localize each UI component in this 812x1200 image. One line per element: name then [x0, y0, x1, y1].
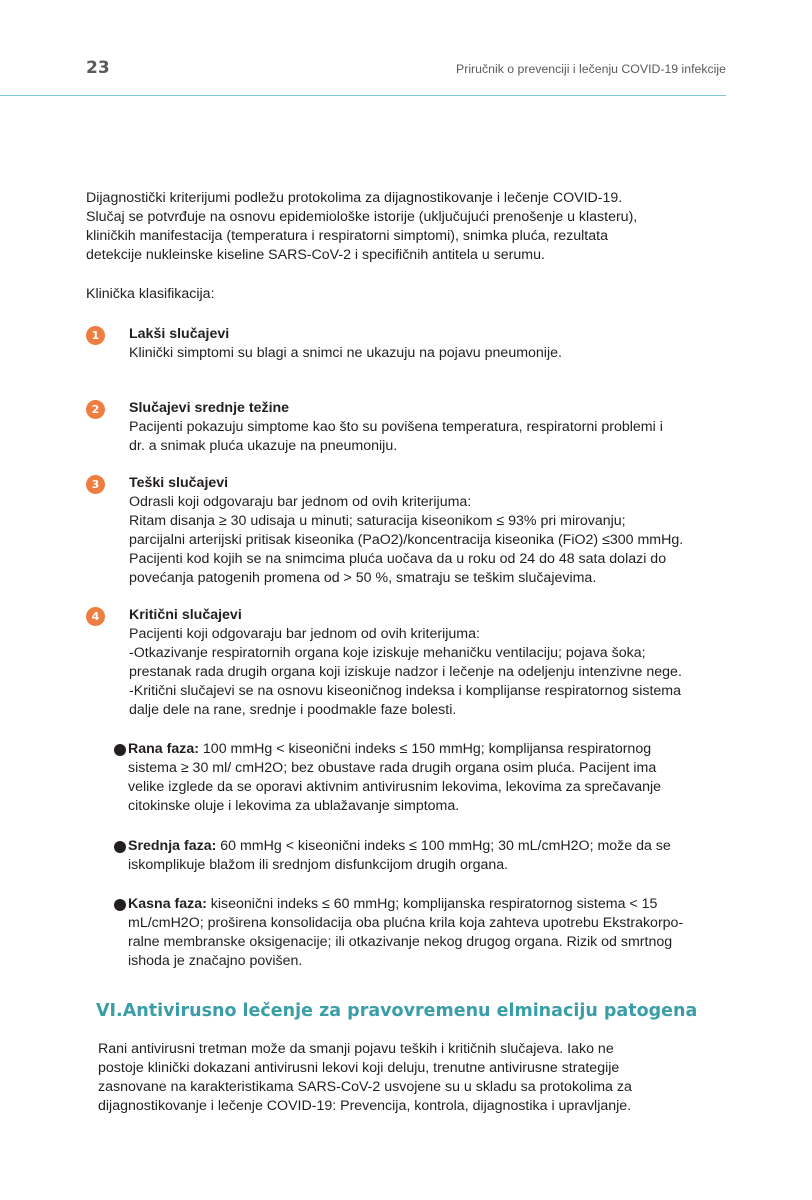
- phase-line: sistema ≥ 30 ml/ cmH2O; bez obustave rada drugih organa osim pluća. Pacijent ima: [128, 760, 657, 776]
- case-severe: [86, 474, 776, 588]
- case-title: Lakši slučajevi: [129, 326, 230, 342]
- page-number: 23: [86, 58, 110, 78]
- section-line: postoje klinički dokazani antivirusni lekovi koji deluju, trenutne antivirusne strategije: [98, 1060, 620, 1076]
- case-line: Odrasli koji odgovaraju bar jednom od ovih kriterijuma:: [129, 494, 472, 510]
- intro-line: detekcije nukleinske kiseline SARS-CoV-2 i specifičnih antitela u serumu.: [86, 247, 545, 263]
- section-line: zasnovane na karakteristikama SARS-CoV-2 usvojene su u skladu sa protokolima za: [98, 1079, 632, 1095]
- case-line: dr. a snimak pluća ukazuje na pneumoniju.: [129, 438, 398, 454]
- case-line: Pacijenti pokazuju simptome kao što su povišena temperatura, respiratorni problemi i: [129, 419, 663, 435]
- case-line: prestanak rada drugih organa koji iziskuje nadzor i lečenje na odeljenju intenzivne nege.: [129, 664, 682, 680]
- phase-middle: [86, 837, 776, 875]
- case-line: povećanja patogenih promena od > 50 %, smatraju se teškim slučajevima.: [129, 570, 597, 586]
- phase-label: Srednja faza:: [128, 838, 217, 854]
- case-title: Slučajevi srednje težine: [129, 400, 290, 416]
- bullet-icon: [114, 841, 126, 853]
- section-paragraph: [98, 1040, 776, 1116]
- phase-line: mL/cmH2O; proširena konsolidacija oba plućna krila koja zahteva upotrebu Ekstrakorpo-: [128, 915, 684, 931]
- case-critical: [86, 606, 776, 720]
- number-badge-icon: 2: [86, 400, 105, 419]
- intro-line: Slučaj se potvrđuje na osnovu epidemiološke istorije (uključujući prenošenje u klasteru),: [86, 209, 638, 225]
- phase-early: [86, 740, 776, 816]
- phase-label: Rana faza:: [128, 741, 199, 757]
- phase-late: [86, 895, 776, 971]
- phase-label: Kasna faza:: [128, 896, 207, 912]
- bullet-icon: [114, 744, 126, 756]
- intro-line: kliničkih manifestacija (temperatura i respiratorni simptomi), snimka pluća, rezultata: [86, 228, 608, 244]
- phase-line: kiseonični indeks ≤ 60 mmHg; komplijanska respiratornog sistema < 15: [206, 896, 658, 912]
- intro-line: Dijagnostički kriterijumi podležu protokolima za dijagnostikovanje i lečenje COVID-19.: [86, 190, 623, 206]
- section-line: dijagnostikovanje i lečenje COVID-19: Prevencija, kontrola, dijagnostika i upravljanje.: [98, 1098, 632, 1114]
- case-line: parcijalni arterijski pritisak kiseonika (PaO2)/koncentracija kiseonika (FiO2) ≤300 mmHg.: [129, 532, 684, 548]
- phase-line: velike izglede da se oporavi aktivnim antivirusnim lekovima, lekovima za sprečavanje: [128, 779, 662, 795]
- case-line: -Kritični slučajevi se na osnovu kiseoničnog indeksa i komplijanse respiratornog sistema: [129, 683, 682, 699]
- case-line: -Otkazivanje respiratornih organa koje iziskuje mehaničku ventilaciju; pojava šoka;: [129, 645, 646, 661]
- header-rule: [0, 95, 726, 96]
- bullet-icon: [114, 899, 126, 911]
- phase-line: iskomplikuje blažom ili srednjom disfunkcijom drugih organa.: [128, 857, 509, 873]
- phase-line: 100 mmHg < kiseonični indeks ≤ 150 mmHg; komplijansa respiratornog: [198, 741, 652, 757]
- classification-label: Klinička klasifikacija:: [86, 286, 215, 302]
- phase-line: ishoda je značajno povišen.: [128, 953, 303, 969]
- page-content: [86, 189, 776, 1116]
- intro-paragraph: [86, 189, 776, 265]
- section-heading: VI.Antivirusno lečenje za pravovremenu elminaciju patogena: [96, 1001, 698, 1021]
- number-badge-icon: 4: [86, 607, 105, 626]
- phase-line: ralne membranske oksigenacije; ili otkazivanje nekog drugog organa. Rizik od smrtnog: [128, 934, 673, 950]
- phase-line: citokinske oluje i lekovima za ublažavanje simptoma.: [128, 798, 460, 814]
- running-header: Priručnik o prevenciji i lečenju COVID-19 infekcije: [456, 62, 726, 76]
- case-moderate: [86, 399, 776, 456]
- case-line: Pacijenti kod kojih se na snimcima pluća uočava da u roku od 24 do 48 sata dolazi do: [129, 551, 667, 567]
- case-line: Klinički simptomi su blagi a snimci ne ukazuju na pojavu pneumonije.: [129, 345, 562, 361]
- number-badge-icon: 3: [86, 475, 105, 494]
- section-line: Rani antivirusni tretman može da smanji pojavu teških i kritičnih slučajeva. Iako ne: [98, 1041, 614, 1057]
- number-badge-icon: 1: [86, 326, 105, 345]
- case-line: Ritam disanja ≥ 30 udisaja u minuti; saturacija kiseonikom ≤ 93% pri mirovanju;: [129, 513, 626, 529]
- case-line: dalje dele na rane, srednje i poodmakle faze bolesti.: [129, 702, 457, 718]
- case-title: Kritični slučajevi: [129, 607, 242, 623]
- case-mild: [86, 325, 776, 363]
- phase-line: 60 mmHg < kiseonični indeks ≤ 100 mmHg; 30 mL/cmH2O; može da se: [216, 838, 671, 854]
- case-title: Teški slučajevi: [129, 475, 229, 491]
- case-line: Pacijenti koji odgovaraju bar jednom od ovih kriterijuma:: [129, 626, 480, 642]
